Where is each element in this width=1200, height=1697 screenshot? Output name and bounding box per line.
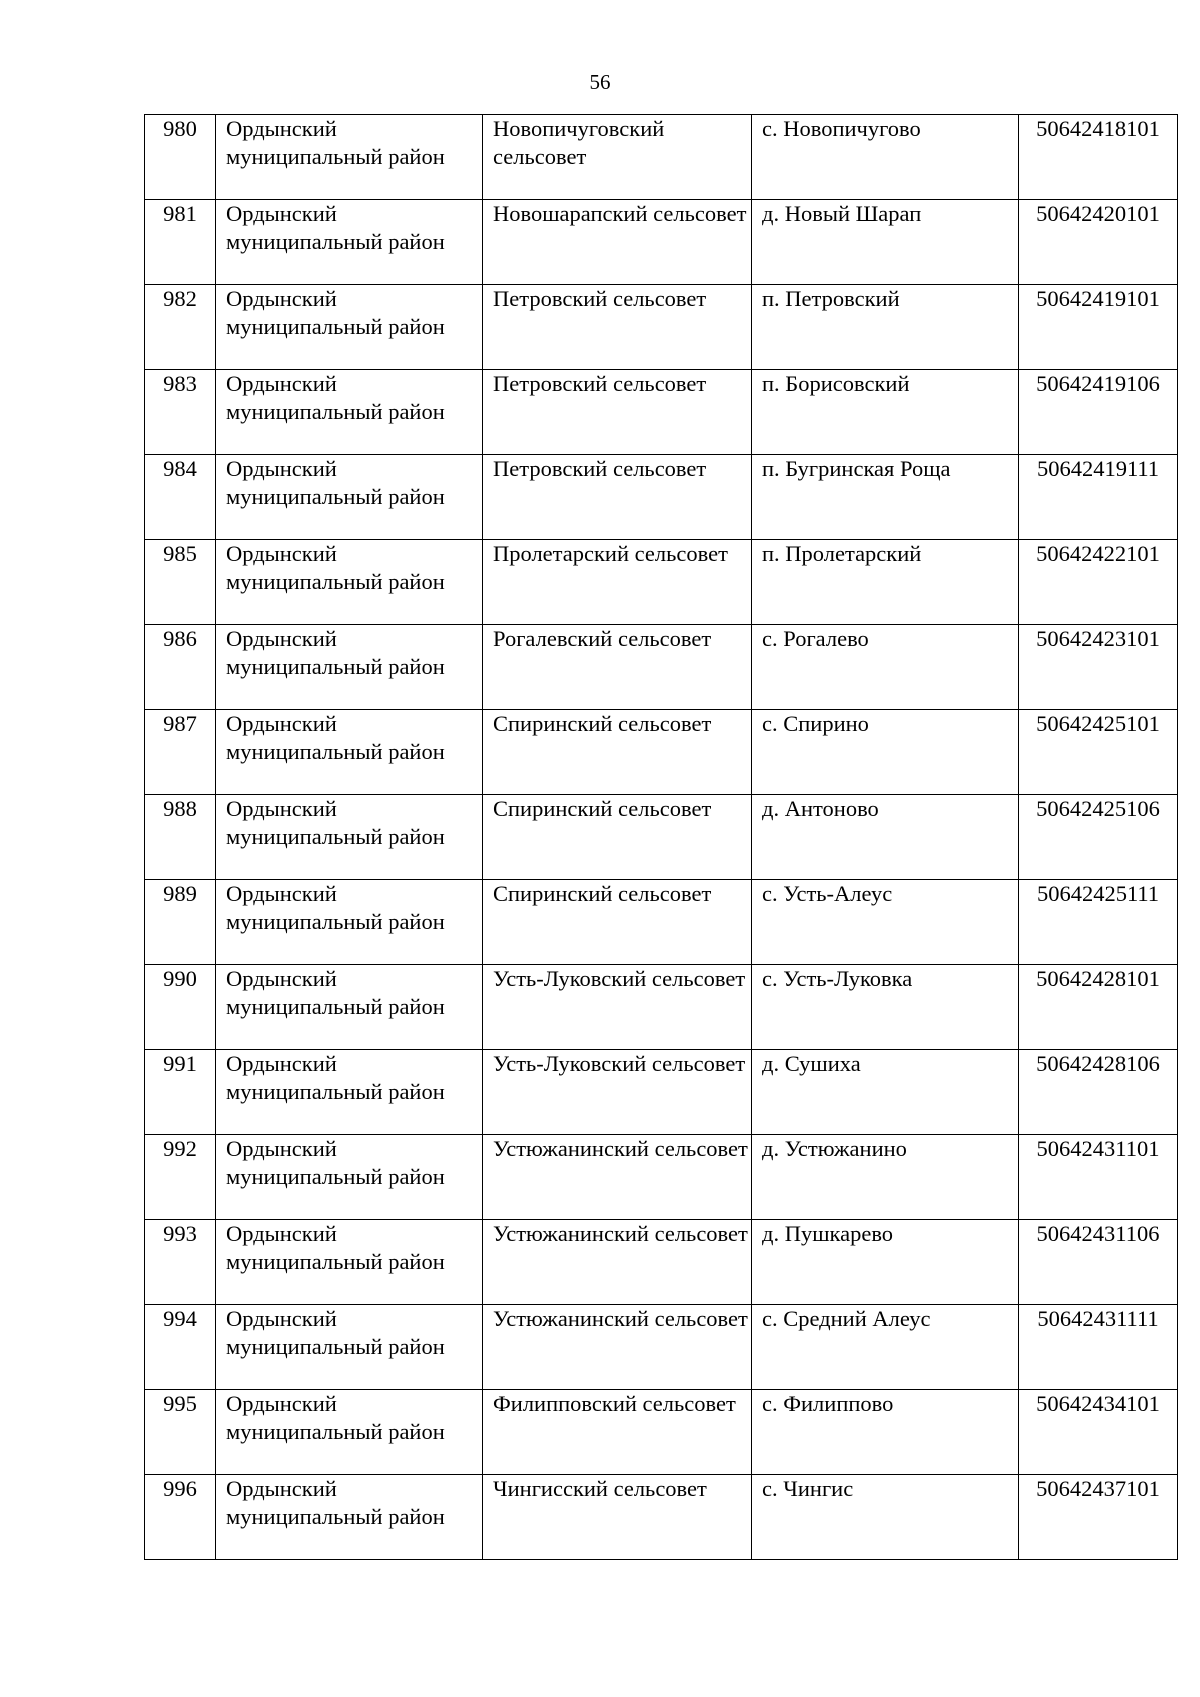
- council-cell: Спиринский сельсовет: [483, 880, 752, 965]
- locality-cell: п. Пролетарский: [752, 540, 1019, 625]
- code-cell: 50642425106: [1019, 795, 1178, 880]
- code-cell: 50642431111: [1019, 1305, 1178, 1390]
- table-row: [145, 1220, 1178, 1305]
- code-cell: 50642425101: [1019, 710, 1178, 795]
- council-cell: Спиринский сельсовет: [483, 710, 752, 795]
- table-row: [145, 370, 1178, 455]
- council-cell: Новопичуговский сельсовет: [483, 115, 752, 200]
- locality-cell: с. Средний Алеус: [752, 1305, 1019, 1390]
- row-number-cell: 989: [145, 880, 216, 965]
- district-cell: Ордынский муниципальный район: [216, 285, 483, 370]
- district-cell: Ордынский муниципальный район: [216, 540, 483, 625]
- council-cell: Усть-Луковский сельсовет: [483, 1050, 752, 1135]
- council-cell: Рогалевский сельсовет: [483, 625, 752, 710]
- table-row: [145, 285, 1178, 370]
- table-row: [145, 115, 1178, 200]
- code-cell: 50642420101: [1019, 200, 1178, 285]
- council-cell: Устюжанинский сельсовет: [483, 1135, 752, 1220]
- locality-cell: с. Филиппово: [752, 1390, 1019, 1475]
- district-cell: Ордынский муниципальный район: [216, 370, 483, 455]
- council-cell: Чингисский сельсовет: [483, 1475, 752, 1560]
- council-cell: Спиринский сельсовет: [483, 795, 752, 880]
- row-number-cell: 981: [145, 200, 216, 285]
- row-number-cell: 990: [145, 965, 216, 1050]
- council-cell: Петровский сельсовет: [483, 455, 752, 540]
- code-cell: 50642437101: [1019, 1475, 1178, 1560]
- code-cell: 50642423101: [1019, 625, 1178, 710]
- code-cell: 50642431101: [1019, 1135, 1178, 1220]
- row-number-cell: 994: [145, 1305, 216, 1390]
- locality-cell: п. Борисовский: [752, 370, 1019, 455]
- row-number-cell: 987: [145, 710, 216, 795]
- council-cell: Усть-Луковский сельсовет: [483, 965, 752, 1050]
- district-cell: Ордынский муниципальный район: [216, 625, 483, 710]
- locality-cell: д. Новый Шарап: [752, 200, 1019, 285]
- table-row: [145, 1475, 1178, 1560]
- council-cell: Новошарапский сельсовет: [483, 200, 752, 285]
- code-cell: 50642422101: [1019, 540, 1178, 625]
- table-row: [145, 540, 1178, 625]
- locality-cell: с. Спирино: [752, 710, 1019, 795]
- code-cell: 50642431106: [1019, 1220, 1178, 1305]
- code-cell: 50642419111: [1019, 455, 1178, 540]
- locality-cell: д. Устюжанино: [752, 1135, 1019, 1220]
- settlements-table: [144, 114, 1178, 1560]
- table-row: [145, 200, 1178, 285]
- locality-cell: с. Новопичугово: [752, 115, 1019, 200]
- row-number-cell: 992: [145, 1135, 216, 1220]
- row-number-cell: 993: [145, 1220, 216, 1305]
- row-number-cell: 985: [145, 540, 216, 625]
- row-number-cell: 991: [145, 1050, 216, 1135]
- row-number-cell: 984: [145, 455, 216, 540]
- council-cell: Устюжанинский сельсовет: [483, 1305, 752, 1390]
- row-number-cell: 995: [145, 1390, 216, 1475]
- council-cell: Петровский сельсовет: [483, 370, 752, 455]
- locality-cell: с. Усть-Луковка: [752, 965, 1019, 1050]
- district-cell: Ордынский муниципальный район: [216, 455, 483, 540]
- council-cell: Пролетарский сельсовет: [483, 540, 752, 625]
- table-row: [145, 795, 1178, 880]
- district-cell: Ордынский муниципальный район: [216, 115, 483, 200]
- table-row: [145, 455, 1178, 540]
- district-cell: Ордынский муниципальный район: [216, 795, 483, 880]
- code-cell: 50642418101: [1019, 115, 1178, 200]
- code-cell: 50642434101: [1019, 1390, 1178, 1475]
- locality-cell: с. Чингис: [752, 1475, 1019, 1560]
- code-cell: 50642419101: [1019, 285, 1178, 370]
- table-row: [145, 710, 1178, 795]
- table-row: [145, 625, 1178, 710]
- locality-cell: п. Петровский: [752, 285, 1019, 370]
- district-cell: Ордынский муниципальный район: [216, 200, 483, 285]
- code-cell: 50642425111: [1019, 880, 1178, 965]
- table-row: [145, 1305, 1178, 1390]
- district-cell: Ордынский муниципальный район: [216, 1390, 483, 1475]
- council-cell: Устюжанинский сельсовет: [483, 1220, 752, 1305]
- district-cell: Ордынский муниципальный район: [216, 710, 483, 795]
- code-cell: 50642428101: [1019, 965, 1178, 1050]
- district-cell: Ордынский муниципальный район: [216, 1050, 483, 1135]
- locality-cell: д. Пушкарево: [752, 1220, 1019, 1305]
- district-cell: Ордынский муниципальный район: [216, 1135, 483, 1220]
- locality-cell: д. Антоново: [752, 795, 1019, 880]
- council-cell: Филипповский сельсовет: [483, 1390, 752, 1475]
- table-row: [145, 1050, 1178, 1135]
- locality-cell: п. Бугринская Роща: [752, 455, 1019, 540]
- district-cell: Ордынский муниципальный район: [216, 1475, 483, 1560]
- table-row: [145, 1390, 1178, 1475]
- code-cell: 50642428106: [1019, 1050, 1178, 1135]
- locality-cell: с. Рогалево: [752, 625, 1019, 710]
- table-body: [145, 115, 1178, 1560]
- page-number: 56: [589, 70, 611, 94]
- code-cell: 50642419106: [1019, 370, 1178, 455]
- row-number-cell: 988: [145, 795, 216, 880]
- council-cell: Петровский сельсовет: [483, 285, 752, 370]
- locality-cell: д. Сушиха: [752, 1050, 1019, 1135]
- row-number-cell: 996: [145, 1475, 216, 1560]
- district-cell: Ордынский муниципальный район: [216, 1305, 483, 1390]
- district-cell: Ордынский муниципальный район: [216, 880, 483, 965]
- row-number-cell: 983: [145, 370, 216, 455]
- table-row: [145, 965, 1178, 1050]
- row-number-cell: 980: [145, 115, 216, 200]
- row-number-cell: 982: [145, 285, 216, 370]
- district-cell: Ордынский муниципальный район: [216, 1220, 483, 1305]
- locality-cell: с. Усть-Алеус: [752, 880, 1019, 965]
- table-row: [145, 1135, 1178, 1220]
- row-number-cell: 986: [145, 625, 216, 710]
- table-row: [145, 880, 1178, 965]
- district-cell: Ордынский муниципальный район: [216, 965, 483, 1050]
